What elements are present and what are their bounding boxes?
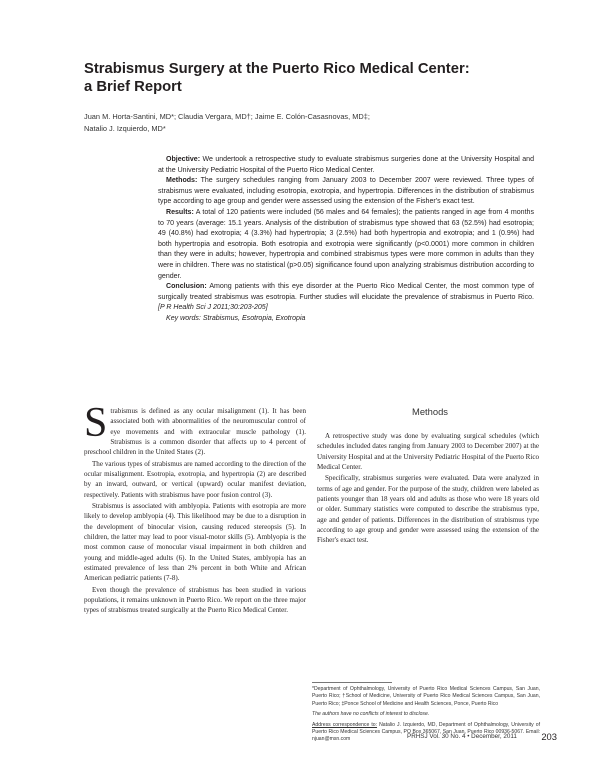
title-line-2: a Brief Report [84, 79, 182, 95]
objective-label: Objective: [166, 156, 201, 163]
correspondence-label: Address correspondence to: [312, 721, 378, 728]
keywords: Key words: Strabismus, Esotropia, Exotropia [166, 314, 306, 322]
conflict-note: The authors have no conflicts of interest to disclose. [312, 711, 430, 718]
intro-paragraph-2: The various types of strabismus are named according to the direction of the ocular misalignment. Esotropia, exotropia, and hypertropia (2) are described by an inward, outward, or vertical (upward) ocular manifest deviation, respectively. Patients with strabismus have poor fusion control (3). [84, 459, 306, 499]
authors-line-2: Natalio J. Izquierdo, MD* [84, 124, 166, 133]
footnote-divider [312, 682, 392, 683]
page-footer [407, 733, 557, 740]
intro-paragraph-1 [84, 400, 306, 457]
article-title [84, 60, 544, 96]
drop-cap: S [84, 400, 108, 446]
results-text: A total of 120 patients were included (56 males and 64 females); the patients ranged in age from 4 months to 70 years (average: 15.1 years. Analysis of the distribution of strabismus type showed that 63 (52.5%) had esotropia; 49 (40.8%) had exotropia; 4 (3.3%) had hypertropia; 3 (2.5%) had both hypertropia and exotropia; and 1 (0.9%) had both hypertropia and esotropia. Both esotropia and exotropia were significantly (p<0.0001) more common in children than they were in adults; however, hypertropia and combined strabismus types were more common in adults than they were in children. There was no statistical (p>0.05) significance found upon analyzing strabismus distribution according to gender. [158, 208, 534, 280]
abstract-results [158, 208, 534, 282]
conclusion-text: Among patients with this eye disorder at the Puerto Rico Medical Center, the most common type of surgically treated strabismus was esotropia. Further studies will elucidate the prevalence of strabismus in Puerto Rico. [158, 283, 534, 301]
methods-paragraph-1: A retrospective study was done by evaluating surgical schedules (which schedules included dates ranging from January 2003 to December 2007) at the University Hospital and at the University Pediatric Hospital of the Puerto Rico Medical Center. [317, 432, 539, 471]
methods-text: The surgery schedules ranging from January 2003 to December 2007 were reviewed. Three types of strabismus were evaluated, including esotropia, exotropia, and hypertropia. Differences in the distribution of strabismus type according to age group and gender were assessed using the extension of the Fisher's exact test. [158, 177, 534, 206]
title-line-1: Strabismus Surgery at the Puerto Rico Medical Center: [84, 61, 470, 77]
author-list [84, 111, 554, 135]
methods-paragraph-2: Specifically, strabismus surgeries were evaluated. Data were analyzed in terms of age and gender. For the purpose of the study, children were labeled as patients younger than 18 years old and adults as those who were 18 years old or older. Summary statistics were computed to describe the strabismus type, age and gender of patients. Differences in the distribution of strabismus type according to age group and gender were assessed using the extension of the Fisher's exact test. [317, 474, 539, 545]
intro-paragraph-3: Strabismus is associated with amblyopia. Patients with esotropia are more likely to develop amblyopia (4). This likelihood may be due to a disruption in the development of binocular vision, causing reduced stereopsis (5). In children, the latter may lead to poor visual-motor skills (5). Amblyopia is the most common cause of monocular visual impairment in both children and young and middle-aged adults (6). In the United States, amblyopia has an estimated prevalence of less than 2% percent in both White and African American pediatric patients (7-8). [84, 502, 306, 583]
abstract-objective [158, 155, 534, 176]
methods-label: Methods: [166, 177, 198, 185]
abstract-conclusion [158, 282, 534, 314]
page-number: 203 [541, 731, 557, 742]
abstract-methods [158, 176, 534, 208]
left-column [84, 400, 306, 617]
citation: [P R Health Sci J 2011;30:203-205] [158, 304, 268, 312]
intro-paragraph-1-text: trabismus is defined as any ocular misalignment (1). It has been associated both with abnormalities of the neuromuscular control of eye movements and with extraocular muscle pathology (1). Strabismus is a common disorder that affects up to 4 percent of preschool children in the United States (2). [84, 407, 306, 457]
abstract [158, 155, 534, 325]
results-label: Results: [166, 208, 194, 216]
right-column [317, 431, 539, 547]
correspondence-text: Natalio J. Izquierdo, MD, Department of Ophthalmology, University of Puerto Rico Medical Sciences Campus, PO Box 365067, San Juan, Puerto Rico 00936-5067. Email: njuan@msn.com [312, 721, 540, 743]
intro-paragraph-4: Even though the prevalence of strabismus has been studied in various populations, it remains unknown in Puerto Rico. We report on the three major types of strabismus treated surgically at the Puerto Rico Medical Center. [84, 585, 306, 615]
methods-heading: Methods [412, 406, 448, 417]
authors-line-1: Juan M. Horta-Santini, MD*; Claudia Vergara, MD†; Jaime E. Colón-Casasnovas, MD‡; [84, 112, 370, 121]
journal-info: PRHSJ Vol. 30 No. 4 • December, 2011 [407, 733, 517, 740]
conclusion-label: Conclusion: [166, 283, 207, 291]
affiliations-note: *Department of Ophthalmology, University of Puerto Rico Medical Sciences Campus, San Juan, Puerto Rico; †School of Medicine, University of Puerto Rico Medical Sciences Campus, San Juan, Puerto Rico; ‡Ponce School of Medicine and Health Sciences, Ponce, Puerto Rico [312, 686, 540, 707]
objective-text: We undertook a retrospective study to evaluate strabismus surgeries done at the University Hospital and at the University Pediatric Hospital of the Puerto Rico Medical Center. [158, 156, 534, 174]
